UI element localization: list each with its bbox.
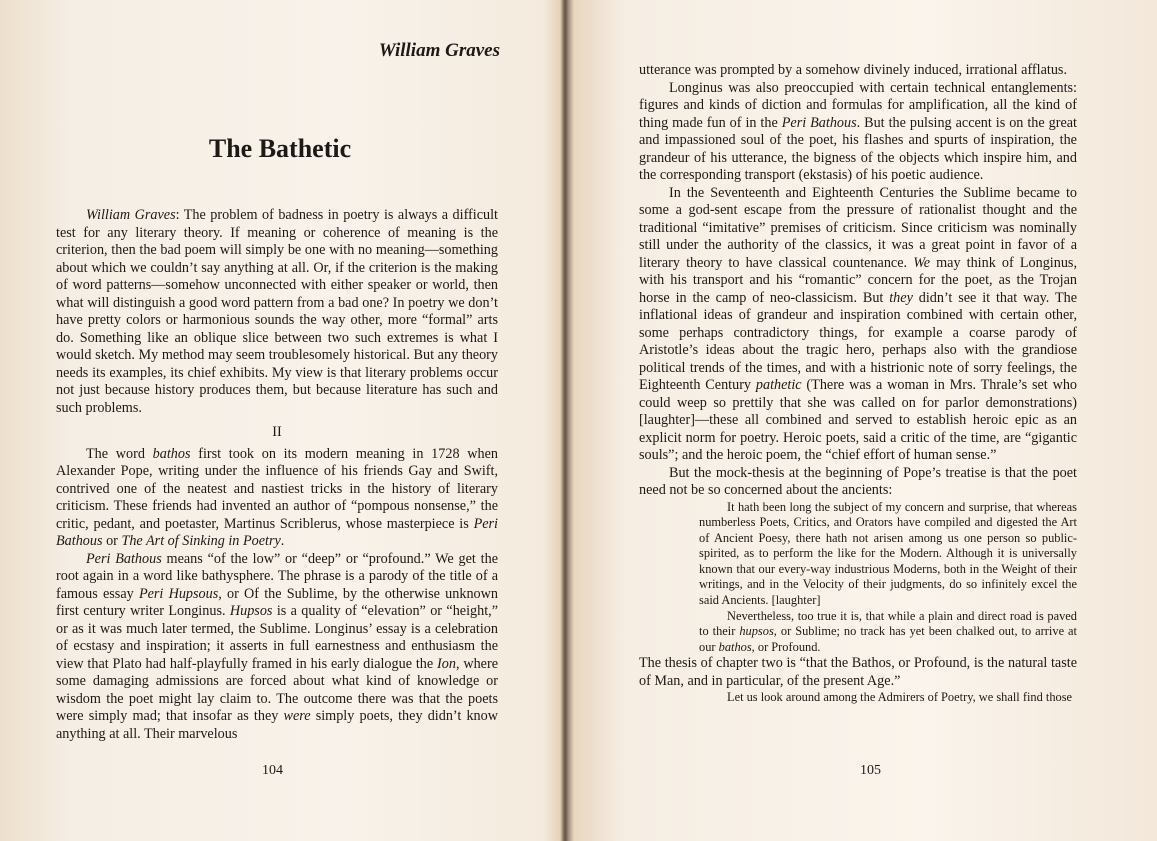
text-run: , where some damaging admissions are forced about what kind of knowledge or wisdom the poet might lay claim to. The outcome there was that the poets were simply mad; that insofar as they <box>56 655 498 724</box>
italic-run: they <box>889 289 913 306</box>
paragraph <box>56 446 498 551</box>
speaker-name: William Graves <box>86 207 176 223</box>
text-run: , or Of the Sublime, by the otherwise unknown first century writer Longinus. <box>56 585 498 619</box>
paragraph: But the mock-thesis at the beginning of Pope’s treatise is that the poet need not be so concerned about the ancients: <box>639 464 1077 498</box>
italic-run: Peri Hupsous <box>138 585 219 602</box>
paragraph: utterance was prompted by a somehow divinely induced, irrational afflatus. <box>639 62 1067 78</box>
italic-run: Peri Bathous <box>86 550 162 567</box>
italic-run: bathos <box>718 639 752 654</box>
text-run: simply poets, they didn’t know anything at all. Their marvelous <box>56 708 498 742</box>
paragraph: The thesis of chapter two is “that the Bathos, or Profound, is the natural taste of Man, and in particular, of the present Age.” <box>639 655 1077 689</box>
text-run: didn’t see it that way. The inflational ideas of grandeur and inspiration combined with certain other, some perhaps contradictory things, for example a coarse parody of Aristotle’s ideas about the tragic hero, perhaps also with the grandiose political trends of the times, and with a histrionic note of sorry feelings, the Eighteenth Century <box>639 289 1077 393</box>
italic-run: Peri Bathous <box>781 114 857 131</box>
italic-run: Peri Bathous <box>56 515 498 549</box>
italic-run: hupsos <box>739 624 774 639</box>
paragraph <box>639 80 1077 185</box>
text-run: means “of the low” or “deep” or “profound.” We get the root again in a word like bathysphere. The phrase is a parody of the title of a famous essay <box>56 550 498 602</box>
block-quote: Let us look around among the Admirers of Poetry, we shall find those <box>727 690 1073 705</box>
paragraph <box>56 207 498 417</box>
italic-run: bathos <box>152 445 191 462</box>
text-run: is a quality of “elevation” or “height,” or as it was much later termed, the Sublime. Longinus’ essay is a celebration of ecstasy and inspiration; it asserts in full earnestness and enthusiasm the view that Plato had half-playfully framed in his early dialogue the <box>56 603 498 672</box>
left-page <box>0 0 566 841</box>
text-run: or <box>102 533 122 549</box>
text-run: , or Profound. <box>751 639 821 654</box>
right-page-text <box>639 62 1077 706</box>
block-quote: It hath been long the subject of my concern and surprise, that whereas numberless Poets, Critics, and Orators have compiled and digested the Art of Ancient Poesy, there hath not arisen among us one person so public-spirited, as to perform the like for the Modern. Although it is universally known that our every-way industrious Moderns, both in the Weight of their writings, and in the Velocity of their judgments, do so infinitely excel the said Ancients. [laughter] <box>699 499 1077 608</box>
left-page-text <box>56 207 498 743</box>
text-run: (There was a woman in Mrs. Thrale’s set who could weep so prettily that she was called on for parlor demonstrations) [laughter]—these all combined and served to establish heroic epic as an explicit norm for poetry. Heroic poets, said a critic of the time, are “gigantic souls”; and the heroic poem, the “chief effort of human sense.” <box>639 377 1078 463</box>
text-run: . <box>280 533 285 549</box>
text-run: , or Sublime; no track has yet been chalked out, to arrive at our <box>699 624 1077 654</box>
paragraph <box>56 551 498 744</box>
running-head: William Graves <box>378 40 500 61</box>
block-quote <box>699 609 1077 656</box>
italic-run: were <box>283 708 311 724</box>
paragraph <box>639 185 1077 465</box>
text-run: In the Seventeenth and Eighteenth Centuries the Sublime became to some a god-sent escape from the pressure of rationalist thought and the traditional “imitative” premises of criticism. Since criticism was nominally still under the authority of the classics, it was a great point in favor of a literary theory to have classical countenance. <box>639 184 1077 271</box>
right-page <box>566 0 1157 841</box>
paragraph-text: : The problem of badness in poetry is always a difficult test for any literary theory. If meaning or coherence of meaning is the criterion, then the bad poem will simply be one with no meaning—something about which we couldn’t say anything at all. Or, if the criterion is the making of word patterns—somehow unconnected with either speaker or world, then what will distinguish a good word pattern from a bad one? In poetry we don’t have pretty colors or harmonious sounds the way other, more “formal” arts do. Something like an oblique slice between two such extremes is what I would sketch. My method may seem troublesomely historical. But any theory needs its examples, its chief exhibits. My view is that literary problems occur not just because history produces them, but because literature has such and such problems. <box>56 207 498 416</box>
text-run: Longinus was also preoccupied with certain technical entanglements: figures and kinds of diction and formulas for amplification, all the kind of thing made fun of in the <box>639 79 1077 131</box>
page-number: 104 <box>262 763 283 778</box>
italic-run: We <box>913 254 930 271</box>
italic-run: Ion <box>437 655 456 672</box>
chapter-title: The Bathetic <box>208 134 352 163</box>
text-run: . But the pulsing accent is on the great and impassioned soul of the poet, his flashes and spurts of inspiration, the grandeur of his utterance, the bigness of the objects which inspire him, and the corresponding transport (ekstasis) of his poetic audience. <box>639 114 1077 183</box>
italic-run: pathetic <box>755 377 802 393</box>
page-number: 105 <box>860 763 881 778</box>
text-run: Nevertheless, too true it is, that while a plain and direct road is paved to their <box>699 608 1077 639</box>
text-run: The word <box>86 445 153 462</box>
section-number: II <box>272 424 282 440</box>
text-run: may think of Longinus, with his transport and his “romantic” concern for the poet, as the Trojan horse in the camp of neo-classicism. But <box>639 254 1077 306</box>
text-run: first took on its modern meaning in 1728 when Alexander Pope, writing under the influence of his friends Gay and Swift, contrived one of the neatest and nastiest tricks in the history of literary criticism. These friends had invented an author of “pompous nonsense,” the critic, pedant, and poetaster, Martinus Scriblerus, whose masterpiece is <box>56 445 498 532</box>
italic-run: Hupsos <box>229 603 273 619</box>
italic-run: The Art of Sinking in Poetry <box>121 533 281 549</box>
